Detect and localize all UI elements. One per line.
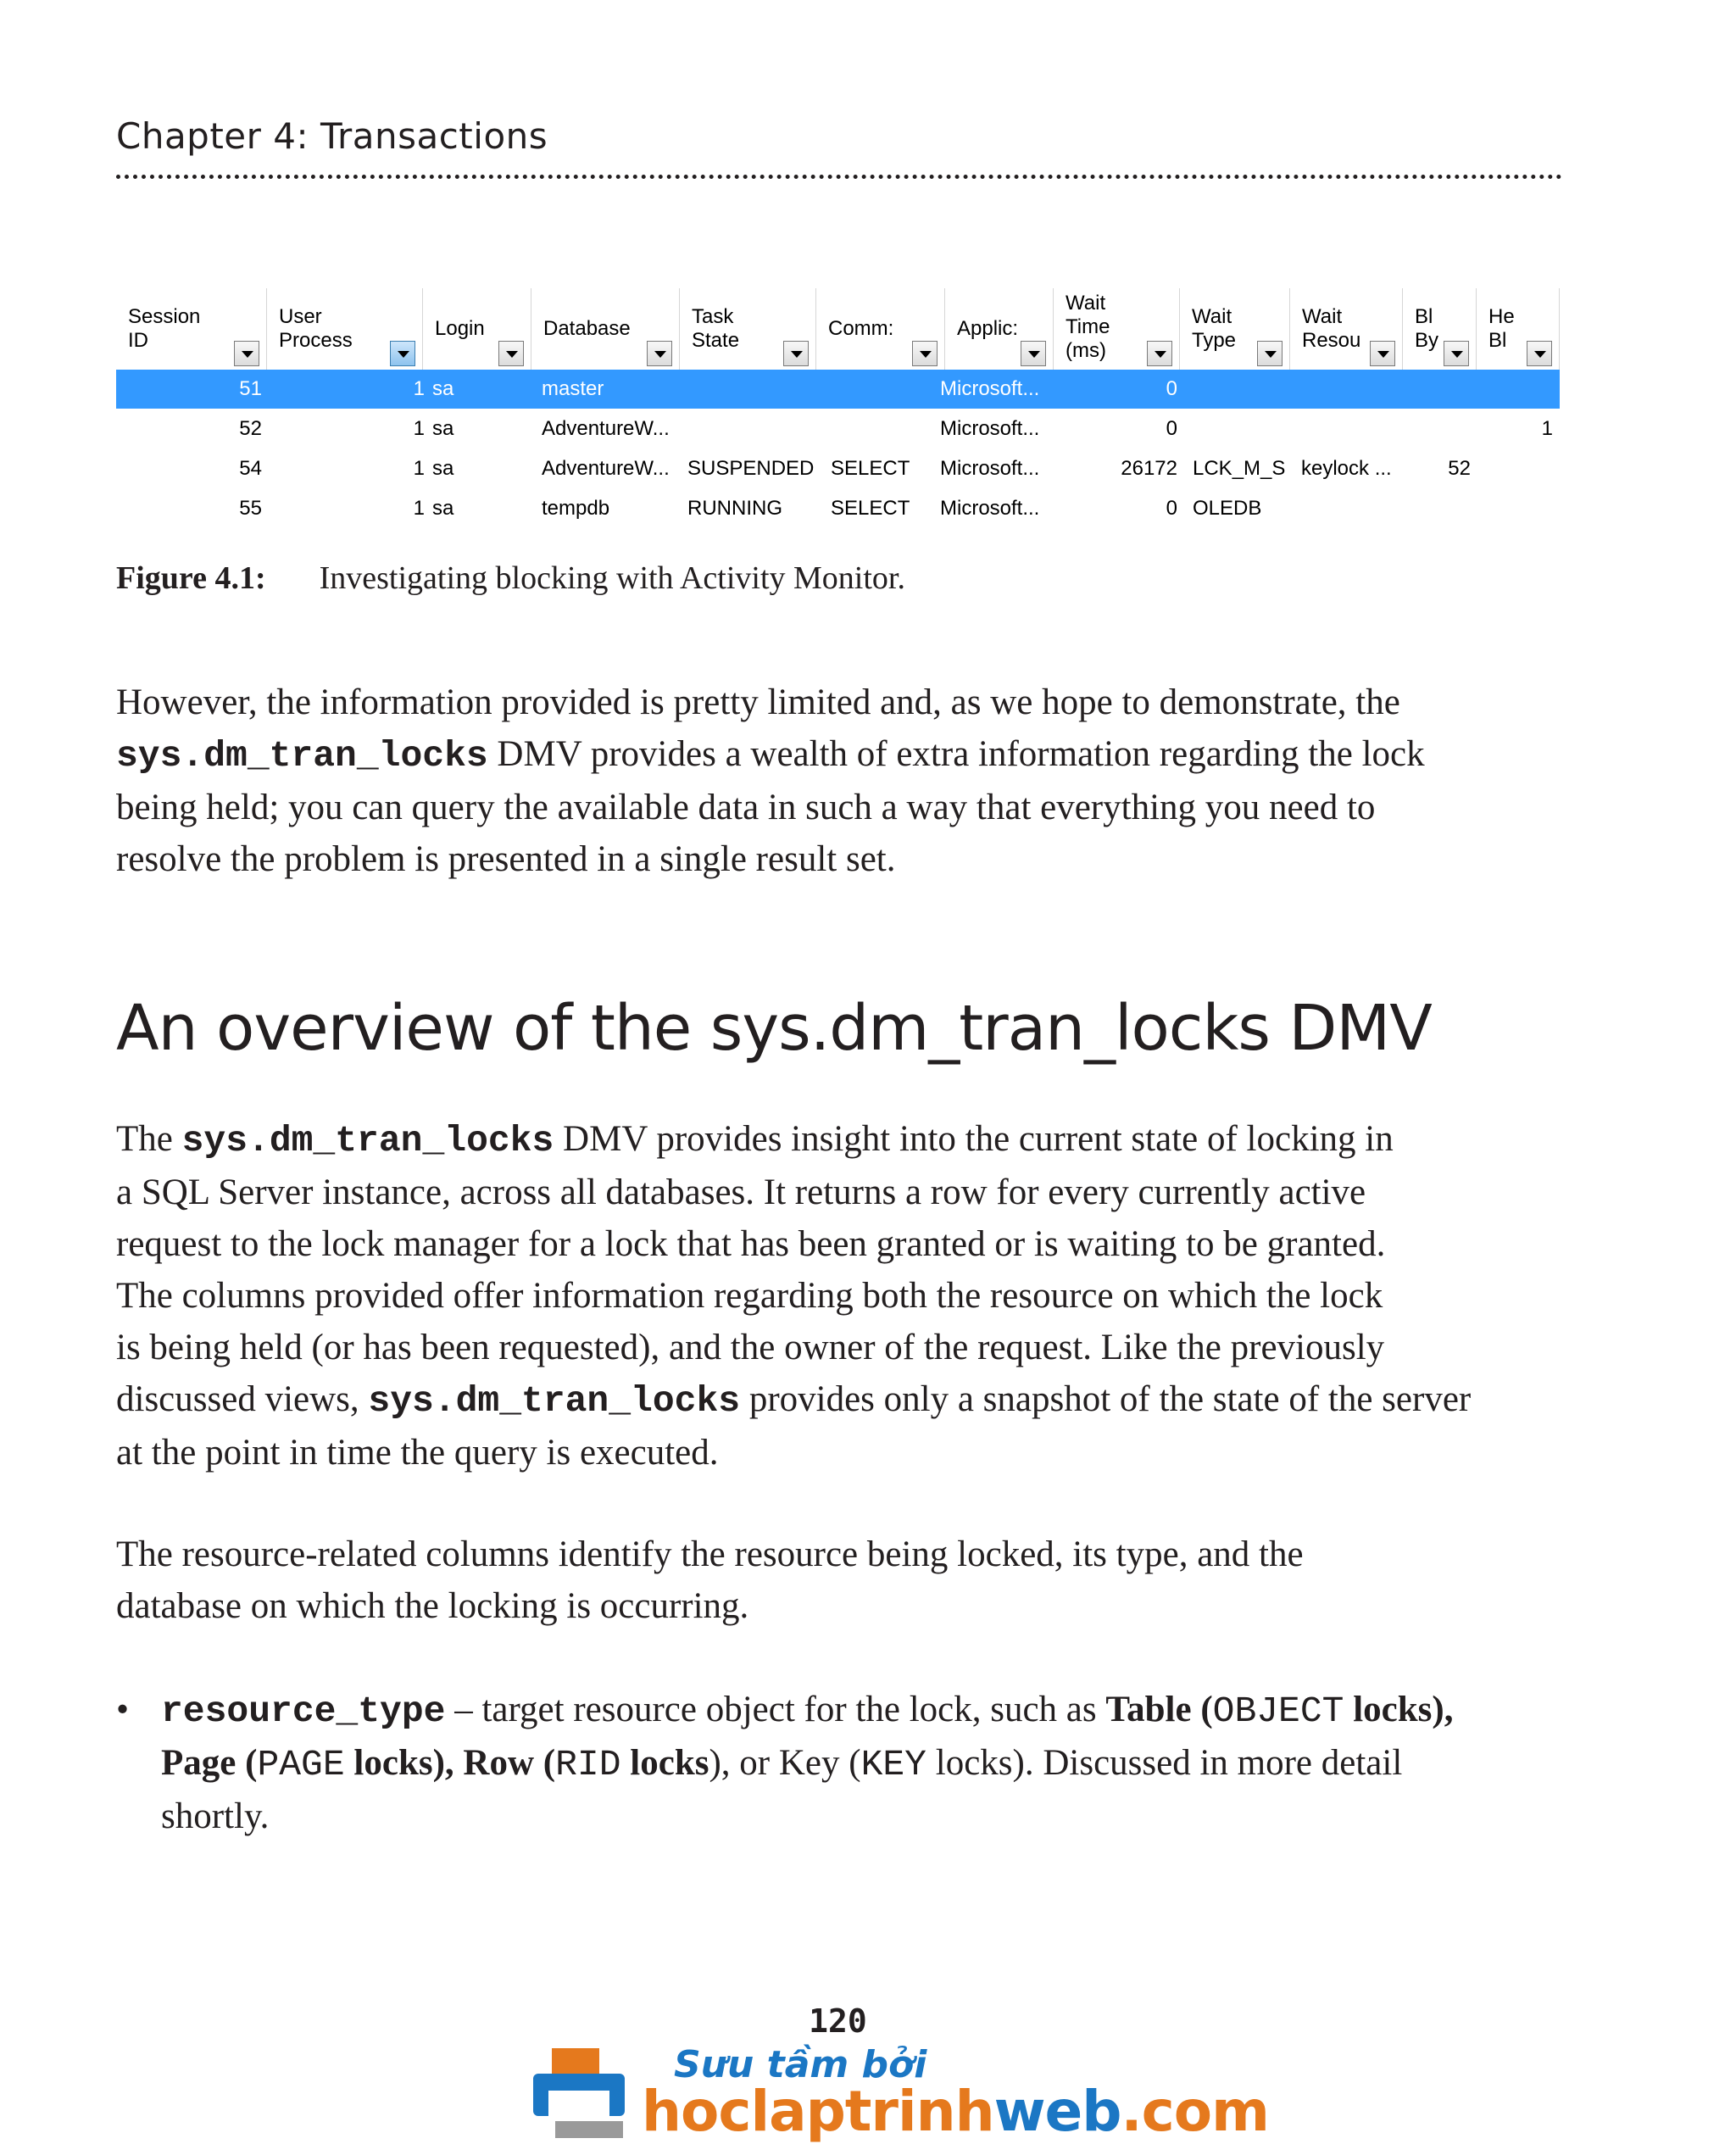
figure-caption-text: Investigating blocking with Activity Monitor.: [319, 560, 905, 596]
code-dmv: sys.dm_tran_locks: [368, 1380, 741, 1422]
bold-text: ),: [1432, 1690, 1454, 1729]
table-row[interactable]: [116, 409, 1560, 448]
text-span: provides only a snapshot of the state of the server: [740, 1379, 1472, 1419]
printer-icon: [530, 2043, 632, 2141]
column-header[interactable]: [116, 288, 267, 370]
paragraph-2: [116, 1113, 1574, 1479]
cell-database: tempdb: [542, 497, 610, 520]
cell-wait-type: LCK_M_S: [1193, 457, 1286, 480]
bold-text: locks: [1344, 1690, 1433, 1729]
cell-wait-time: 26172: [1121, 457, 1177, 480]
paragraph-3: [116, 1529, 1574, 1632]
column-header[interactable]: [531, 288, 680, 370]
column-header-label: Login: [435, 317, 485, 340]
bold-text: Table: [1105, 1690, 1192, 1729]
filter-dropdown-button[interactable]: [1257, 341, 1283, 366]
column-header-label: Wait Time (ms): [1066, 292, 1110, 362]
table-row[interactable]: [116, 449, 1560, 488]
code-inline: RID: [555, 1744, 621, 1785]
text-span: ), or Key (: [709, 1743, 861, 1783]
paragraph-line: [161, 1684, 1585, 1737]
cell-command: SELECT: [831, 457, 910, 480]
text-span: locks). Discussed in more detail: [926, 1743, 1403, 1783]
column-header[interactable]: [1403, 288, 1477, 370]
paragraph-line: The resource-related columns identify the resource being locked, its type, and the: [116, 1534, 1304, 1574]
bullet-dot: •: [116, 1690, 130, 1729]
column-header[interactable]: [1477, 288, 1560, 370]
column-header[interactable]: [423, 288, 531, 370]
code-dmv: sys.dm_tran_locks: [116, 735, 488, 777]
cell-user-process: 1: [413, 417, 425, 440]
cell-wait-time: 0: [1166, 497, 1177, 520]
cell-session-id: 51: [239, 377, 262, 400]
column-header[interactable]: [1290, 288, 1403, 370]
paragraph-line: resolve the problem is presented in a single result set.: [116, 839, 896, 879]
cell-database: master: [542, 377, 604, 400]
column-header-label: Task State: [692, 305, 740, 352]
column-header-label: Database: [543, 317, 631, 340]
text-span: .com: [1121, 2079, 1269, 2144]
cell-head-blocker: 1: [1541, 417, 1553, 440]
paragraph-line: database on which the locking is occurring.: [116, 1586, 749, 1626]
cell-user-process: 1: [413, 457, 425, 480]
column-header-label: Wait Resou: [1302, 305, 1361, 352]
column-header[interactable]: [680, 288, 816, 370]
filter-dropdown-button[interactable]: [1370, 341, 1395, 366]
bullet-item: [161, 1684, 1585, 1842]
paragraph-line: [116, 1373, 1574, 1427]
activity-monitor-grid: [116, 288, 1560, 534]
filter-dropdown-button[interactable]: [390, 341, 415, 366]
cell-login: sa: [432, 417, 454, 440]
cell-task-state: RUNNING: [687, 497, 782, 520]
filter-dropdown-button[interactable]: [912, 341, 938, 366]
paragraph-line: at the point in time the query is executed.: [116, 1433, 719, 1473]
paragraph-1: [116, 677, 1574, 885]
cell-application: Microsoft...: [940, 377, 1040, 400]
paragraph-line: [161, 1737, 1585, 1790]
text-span: hoclaptrinh: [642, 2079, 994, 2144]
cell-database: AdventureW...: [542, 417, 670, 440]
bold-text: Row: [463, 1743, 535, 1783]
paragraph-line: [116, 1113, 1574, 1167]
bold-text: Page: [161, 1743, 236, 1783]
cell-user-process: 1: [413, 497, 425, 520]
code-dmv: sys.dm_tran_locks: [181, 1120, 554, 1161]
cell-session-id: 55: [239, 497, 262, 520]
watermark-main-text: [642, 2079, 1269, 2144]
cell-wait-resource: keylock ...: [1301, 457, 1392, 480]
cell-application: Microsoft...: [940, 497, 1040, 520]
cell-login: sa: [432, 497, 454, 520]
filter-dropdown-button[interactable]: [1147, 341, 1172, 366]
column-header[interactable]: [945, 288, 1054, 370]
column-header-label: Wait Type: [1192, 305, 1237, 352]
bold-text: (: [1191, 1690, 1213, 1729]
paragraph-line: shortly.: [161, 1796, 270, 1836]
column-header-label: Comm:: [828, 317, 894, 340]
paragraph-line: a SQL Server instance, across all databases. It returns a row for every currently active: [116, 1172, 1366, 1212]
figure-caption: [116, 560, 905, 597]
paragraph-line: request to the lock manager for a lock that has been granted or is waiting to be granted.: [116, 1224, 1386, 1264]
column-header-label: He Bl: [1488, 305, 1515, 352]
cell-database: AdventureW...: [542, 457, 670, 480]
text-span: discussed views,: [116, 1379, 369, 1419]
bold-text: locks: [620, 1743, 709, 1783]
column-header[interactable]: [1054, 288, 1180, 370]
bold-text: locks: [344, 1743, 433, 1783]
code-inline: PAGE: [257, 1744, 345, 1785]
column-header[interactable]: [267, 288, 423, 370]
text-span: DMV provides insight into the current state of locking in: [554, 1119, 1394, 1159]
watermark-logo: [530, 2043, 1269, 2144]
cell-login: sa: [432, 457, 454, 480]
cell-blocked-by: 52: [1448, 457, 1471, 480]
filter-dropdown-button[interactable]: [498, 341, 524, 366]
code-inline: OBJECT: [1212, 1690, 1344, 1732]
cell-wait-time: 0: [1166, 417, 1177, 440]
paragraph-line: The columns provided offer information regarding both the resource on which the lock: [116, 1276, 1383, 1316]
filter-dropdown-button[interactable]: [1021, 341, 1046, 366]
cell-user-process: 1: [413, 377, 425, 400]
filter-dropdown-button[interactable]: [647, 341, 672, 366]
text-span: web: [993, 2079, 1121, 2144]
page-number: 120: [809, 2002, 867, 2040]
paragraph-line: However, the information provided is pretty limited and, as we hope to demonstrate, the: [116, 682, 1400, 722]
cell-wait-time: 0: [1166, 377, 1177, 400]
filter-dropdown-button[interactable]: [1444, 341, 1469, 366]
bold-text: (: [534, 1743, 556, 1783]
cell-session-id: 54: [239, 457, 262, 480]
code-inline: KEY: [860, 1744, 926, 1785]
column-header-label: Bl By: [1415, 305, 1439, 352]
text-span: DMV provides a wealth of extra information regarding the lock: [487, 734, 1425, 774]
watermark-top-text: Sưu tầm bởi: [674, 2043, 927, 2086]
grid-header: [116, 288, 1560, 371]
cell-command: SELECT: [831, 497, 910, 520]
figure-label: Figure 4.1:: [116, 560, 266, 596]
bold-text: ),: [432, 1743, 464, 1783]
cell-application: Microsoft...: [940, 417, 1040, 440]
cell-login: sa: [432, 377, 454, 400]
cell-session-id: 52: [239, 417, 262, 440]
code-term: resource_type: [161, 1690, 446, 1732]
column-header-label: Session ID: [128, 305, 201, 352]
table-row[interactable]: [116, 489, 1560, 528]
paragraph-line: is being held (or has been requested), and the owner of the request. Like the previously: [116, 1328, 1385, 1367]
cell-task-state: SUSPENDED: [687, 457, 815, 480]
paragraph-line: [116, 728, 1574, 782]
running-head: Chapter 4: Transactions: [116, 115, 548, 157]
column-header-label: Applic:: [957, 317, 1019, 340]
filter-dropdown-button[interactable]: [783, 341, 809, 366]
cell-application: Microsoft...: [940, 457, 1040, 480]
filter-dropdown-button[interactable]: [1527, 341, 1552, 366]
filter-dropdown-button[interactable]: [234, 341, 259, 366]
section-heading: An overview of the sys.dm_tran_locks DMV: [116, 992, 1432, 1065]
column-header[interactable]: [816, 288, 945, 370]
text-span: – target resource object for the lock, such as: [445, 1690, 1106, 1729]
paragraph-line: being held; you can query the available data in such a way that everything you need to: [116, 788, 1376, 827]
dotted-rule: [116, 175, 1562, 179]
column-header[interactable]: [1180, 288, 1290, 370]
bold-text: (: [236, 1743, 258, 1783]
cell-wait-type: OLEDB: [1193, 497, 1262, 520]
column-header-label: User Process: [279, 305, 353, 352]
table-row[interactable]: [116, 370, 1560, 409]
text-span: The: [116, 1119, 182, 1159]
